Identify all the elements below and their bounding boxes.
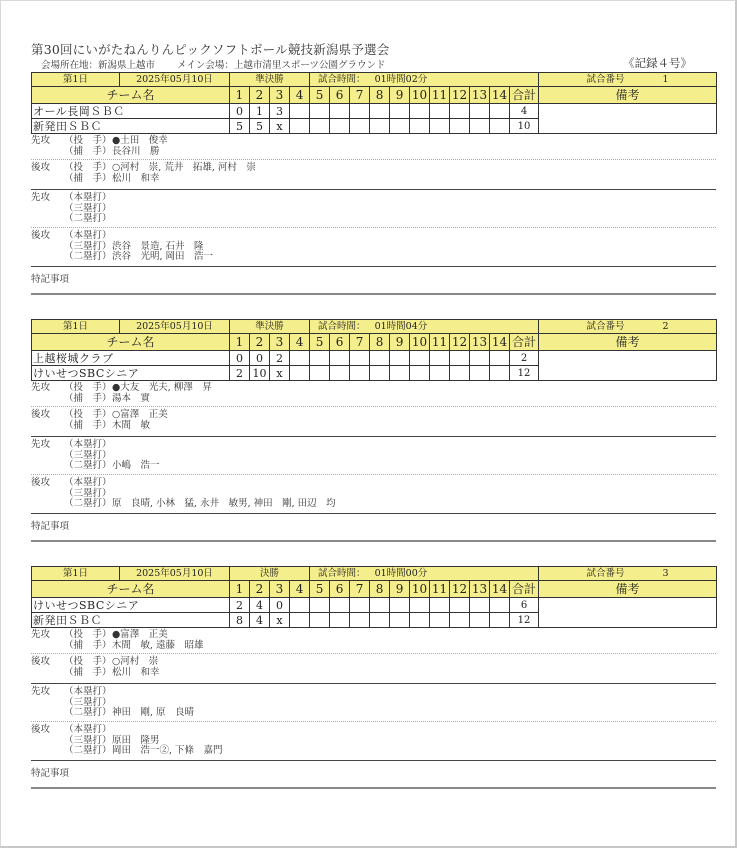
inning-header: 11	[430, 581, 450, 598]
venue-info	[41, 57, 385, 71]
inning-score	[410, 598, 430, 613]
inning-header: 7	[350, 87, 370, 104]
inning-header: 12	[450, 581, 470, 598]
inning-score	[390, 613, 410, 628]
battery-bottom: 後攻 （投 手） ○河村 崇, 荒井 拓雄, 河村 崇 （捕 手） 松川 和幸	[31, 162, 256, 184]
top-catchers: 湯本 實	[112, 392, 151, 404]
inning-header: 12	[450, 334, 470, 351]
remarks-cell	[539, 351, 717, 381]
inning-header: 12	[450, 87, 470, 104]
inning-header: 1	[230, 581, 250, 598]
top-label: 先攻	[31, 135, 51, 146]
bottom-label: 後攻	[31, 656, 51, 667]
inning-score	[450, 613, 470, 628]
inning-header: 1	[230, 334, 250, 351]
game-info-row	[32, 320, 717, 334]
inning-header: 10	[410, 334, 430, 351]
bottom-label: 後攻	[31, 409, 51, 420]
inning-score	[290, 119, 310, 134]
inning-score	[370, 613, 390, 628]
inning-score	[350, 104, 370, 119]
special-notes: 特記事項	[31, 521, 70, 532]
inning-header: 14	[490, 87, 510, 104]
team-total: 2	[510, 351, 539, 366]
inning-score	[290, 104, 310, 119]
team-total: 6	[510, 598, 539, 613]
game-time: 試合時間： 01時間02分	[310, 73, 539, 87]
inning-header: 9	[390, 87, 410, 104]
inning-score	[470, 613, 490, 628]
inning-score	[370, 351, 390, 366]
inning-header: 3	[270, 334, 290, 351]
inning-score	[330, 366, 350, 381]
scoreboard-header-row	[32, 87, 717, 104]
record-number: 《記録４号》	[623, 56, 692, 70]
game-number: 試合番号 1	[539, 73, 717, 87]
inning-header: 2	[250, 87, 270, 104]
team-name: 新発田ＳＢＣ	[32, 613, 230, 628]
team-row-top	[32, 598, 717, 613]
inning-header: 6	[330, 581, 350, 598]
top-label: 先攻	[31, 382, 51, 393]
bottom-pitchers: ○河村 崇, 荒井 拓雄, 河村 崇	[112, 162, 256, 173]
inning-score: 4	[250, 598, 270, 613]
game-end-divider	[31, 293, 716, 295]
remarks-header: 備考	[539, 87, 717, 104]
inning-header: 7	[350, 334, 370, 351]
battery-bottom: 後攻 （投 手） ○河村 崇 （捕 手） 松川 和幸	[31, 656, 160, 678]
page-title: 第30回にいがたねんりんピックソフトボール競技新潟県予選会	[31, 42, 390, 57]
inning-score	[470, 366, 490, 381]
inning-score	[410, 119, 430, 134]
total-header: 合計	[510, 87, 539, 104]
inning-score: 5	[250, 119, 270, 134]
inning-score: 5	[230, 119, 250, 134]
game-date: 2025年05月10日	[120, 320, 230, 334]
scoreboard-table	[31, 319, 717, 381]
game-day: 第1日	[32, 320, 120, 334]
inning-header: 13	[470, 334, 490, 351]
bottom-catchers: 松川 和幸	[112, 666, 160, 678]
inning-header: 3	[270, 581, 290, 598]
inning-score: 2	[270, 351, 290, 366]
game-number: 試合番号 2	[539, 320, 717, 334]
inning-score	[370, 104, 390, 119]
top-label: 先攻	[31, 629, 51, 640]
inning-score: 4	[250, 613, 270, 628]
game-record-3	[31, 566, 716, 789]
inning-score	[450, 598, 470, 613]
battery-top: 先攻 （投 手） ●土田 俊幸 （捕 手） 長谷川 勝	[31, 135, 168, 157]
scoreboard-header-row	[32, 581, 717, 598]
inning-score	[410, 613, 430, 628]
bottom-label: 後攻	[31, 162, 51, 173]
game-date: 2025年05月10日	[120, 73, 230, 87]
scoreboard-table	[31, 566, 717, 628]
inning-score	[430, 104, 450, 119]
inning-header: 13	[470, 581, 490, 598]
inning-score	[450, 351, 470, 366]
remarks-cell	[539, 598, 717, 628]
inning-score	[430, 351, 450, 366]
team-name: オール長岡ＳＢＣ	[32, 104, 230, 119]
hits-bottom: 後攻 （本塁打） （三塁打） 原田 隆男 （二塁打） 岡田 浩一②, 下條 嘉門	[31, 724, 223, 756]
inning-score	[490, 351, 510, 366]
team-name-header: チーム名	[32, 87, 230, 104]
hits-top: 先攻 （本塁打） （三塁打） （二塁打）	[31, 192, 112, 224]
game-time: 試合時間： 01時間04分	[310, 320, 539, 334]
inning-score	[390, 104, 410, 119]
top-doubles: 小嶋 浩一	[112, 460, 160, 471]
inning-score: 0	[270, 598, 290, 613]
team-total: 12	[510, 366, 539, 381]
remarks-cell	[539, 104, 717, 134]
game-end-divider	[31, 787, 716, 789]
top-pitchers: ●土田 俊幸	[112, 135, 168, 146]
game-round: 準決勝	[230, 73, 310, 87]
inning-header: 14	[490, 334, 510, 351]
team-name: 上越桜城クラブ	[32, 351, 230, 366]
team-name-header: チーム名	[32, 581, 230, 598]
team-name: けいせつSBCシニア	[32, 366, 230, 381]
inning-header: 5	[310, 334, 330, 351]
game-number: 試合番号 3	[539, 567, 717, 581]
battery-top: 先攻 （投 手） ●大友 光夫, 柳澤 昇 （捕 手） 湯本 實	[31, 382, 212, 404]
game-info-row	[32, 73, 717, 87]
inning-score	[370, 119, 390, 134]
inning-score	[370, 598, 390, 613]
inning-header: 4	[290, 334, 310, 351]
team-name-header: チーム名	[32, 334, 230, 351]
inning-score	[310, 598, 330, 613]
inning-score	[330, 598, 350, 613]
inning-header: 8	[370, 87, 390, 104]
scoreboard-table	[31, 72, 717, 134]
inning-header: 4	[290, 581, 310, 598]
inning-score: x	[270, 366, 290, 381]
game-time: 試合時間： 01時間00分	[310, 567, 539, 581]
inning-score	[410, 351, 430, 366]
bottom-triples: 渋谷 景造, 石井 隆	[112, 240, 204, 252]
inning-header: 10	[410, 581, 430, 598]
hits-top: 先攻 （本塁打） （三塁打） （二塁打） 神田 剛, 原 良晴	[31, 686, 195, 718]
battery-top: 先攻 （投 手） ●富澤 正美 （捕 手） 木間 敏, 遠藤 昭雄	[31, 629, 204, 651]
inning-score	[310, 104, 330, 119]
hits-top: 先攻 （本塁打） （三塁打） （二塁打） 小嶋 浩一	[31, 439, 160, 471]
inning-header: 14	[490, 581, 510, 598]
bottom-doubles: 岡田 浩一②, 下條 嘉門	[112, 745, 223, 756]
game-day: 第1日	[32, 567, 120, 581]
inning-header: 11	[430, 87, 450, 104]
top-doubles: 神田 剛, 原 良晴	[112, 707, 195, 718]
inning-score	[390, 366, 410, 381]
inning-score	[330, 119, 350, 134]
top-catchers: 長谷川 勝	[112, 145, 160, 157]
bottom-catchers: 木間 敏	[112, 419, 151, 431]
inning-header: 8	[370, 334, 390, 351]
inning-score	[430, 119, 450, 134]
inning-score	[490, 613, 510, 628]
inning-score	[490, 366, 510, 381]
inning-score	[390, 598, 410, 613]
inning-score: 3	[270, 104, 290, 119]
game-day: 第1日	[32, 73, 120, 87]
inning-score	[430, 613, 450, 628]
inning-score: 8	[230, 613, 250, 628]
inning-score: x	[270, 119, 290, 134]
inning-header: 5	[310, 581, 330, 598]
inning-score	[290, 366, 310, 381]
inning-header: 7	[350, 581, 370, 598]
inning-score	[350, 598, 370, 613]
inning-score	[390, 351, 410, 366]
top-pitchers: ●大友 光夫, 柳澤 昇	[112, 382, 212, 393]
team-total: 10	[510, 119, 539, 134]
inning-score	[410, 104, 430, 119]
special-notes: 特記事項	[31, 274, 70, 285]
team-row-top	[32, 351, 717, 366]
inning-score: 10	[250, 366, 270, 381]
game-end-divider	[31, 540, 716, 542]
inning-score: 0	[230, 104, 250, 119]
inning-header: 13	[470, 87, 490, 104]
main-venue: メイン会場：上越市清里スポーツ公園グラウンド	[177, 60, 386, 71]
hits-bottom: 後攻 （本塁打） （三塁打） （二塁打） 原 良晴, 小林 猛, 永井 敏男, 神田 剛, 田辺 均	[31, 477, 336, 509]
inning-score: 1	[250, 104, 270, 119]
inning-score: 2	[230, 366, 250, 381]
inning-score	[470, 119, 490, 134]
game-record-1	[31, 72, 716, 295]
inning-score	[490, 104, 510, 119]
inning-header: 9	[390, 581, 410, 598]
inning-header: 5	[310, 87, 330, 104]
inning-score	[370, 366, 390, 381]
team-row-top	[32, 104, 717, 119]
inning-header: 4	[290, 87, 310, 104]
remarks-header: 備考	[539, 581, 717, 598]
game-date: 2025年05月10日	[120, 567, 230, 581]
inning-score: 2	[230, 598, 250, 613]
game-round: 準決勝	[230, 320, 310, 334]
battery-bottom: 後攻 （投 手） ○富澤 正美 （捕 手） 木間 敏	[31, 409, 168, 431]
bottom-pitchers: ○富澤 正美	[112, 409, 168, 420]
inning-score	[350, 351, 370, 366]
inning-header: 11	[430, 334, 450, 351]
inning-header: 2	[250, 581, 270, 598]
inning-header: 10	[410, 87, 430, 104]
game-info-row	[32, 567, 717, 581]
team-name: けいせつSBCシニア	[32, 598, 230, 613]
hits-bottom: 後攻 （本塁打） （三塁打） 渋谷 景造, 石井 隆 （二塁打） 渋谷 光明, 岡田 浩一	[31, 230, 214, 262]
inning-score	[310, 366, 330, 381]
inning-score	[310, 613, 330, 628]
inning-header: 6	[330, 87, 350, 104]
bottom-doubles: 渋谷 光明, 岡田 浩一	[112, 251, 214, 262]
scoreboard-header-row	[32, 334, 717, 351]
inning-score	[290, 613, 310, 628]
total-header: 合計	[510, 581, 539, 598]
inning-score	[330, 104, 350, 119]
bottom-doubles: 原 良晴, 小林 猛, 永井 敏男, 神田 剛, 田辺 均	[112, 498, 336, 509]
remarks-header: 備考	[539, 334, 717, 351]
inning-score	[290, 598, 310, 613]
inning-header: 2	[250, 334, 270, 351]
inning-score: x	[270, 613, 290, 628]
inning-score	[430, 366, 450, 381]
top-catchers: 木間 敏, 遠藤 昭雄	[112, 639, 204, 651]
inning-score	[450, 104, 470, 119]
inning-score	[330, 351, 350, 366]
inning-score	[350, 366, 370, 381]
total-header: 合計	[510, 334, 539, 351]
inning-score: 0	[230, 351, 250, 366]
bottom-triples: 原田 隆男	[112, 734, 160, 746]
inning-score	[390, 119, 410, 134]
team-name: 新発田ＳＢＣ	[32, 119, 230, 134]
inning-header: 9	[390, 334, 410, 351]
inning-score	[470, 598, 490, 613]
team-total: 12	[510, 613, 539, 628]
inning-score	[290, 351, 310, 366]
bottom-catchers: 松川 和幸	[112, 172, 160, 184]
game-record-2	[31, 319, 716, 542]
inning-score	[450, 119, 470, 134]
inning-header: 1	[230, 87, 250, 104]
inning-score	[470, 104, 490, 119]
inning-score	[410, 366, 430, 381]
inning-score	[450, 366, 470, 381]
inning-score	[330, 613, 350, 628]
inning-header: 8	[370, 581, 390, 598]
top-pitchers: ●富澤 正美	[112, 629, 168, 640]
inning-score	[470, 351, 490, 366]
inning-score	[350, 613, 370, 628]
inning-score	[310, 119, 330, 134]
inning-score	[430, 598, 450, 613]
inning-header: 3	[270, 87, 290, 104]
inning-score	[310, 351, 330, 366]
inning-header: 6	[330, 334, 350, 351]
inning-score	[490, 598, 510, 613]
inning-score	[350, 119, 370, 134]
inning-score	[490, 119, 510, 134]
venue-location: 会場所在地：新潟県上越市	[41, 60, 156, 71]
inning-score: 0	[250, 351, 270, 366]
bottom-pitchers: ○河村 崇	[112, 656, 159, 667]
game-round: 決勝	[230, 567, 310, 581]
special-notes: 特記事項	[31, 768, 70, 779]
team-total: 4	[510, 104, 539, 119]
